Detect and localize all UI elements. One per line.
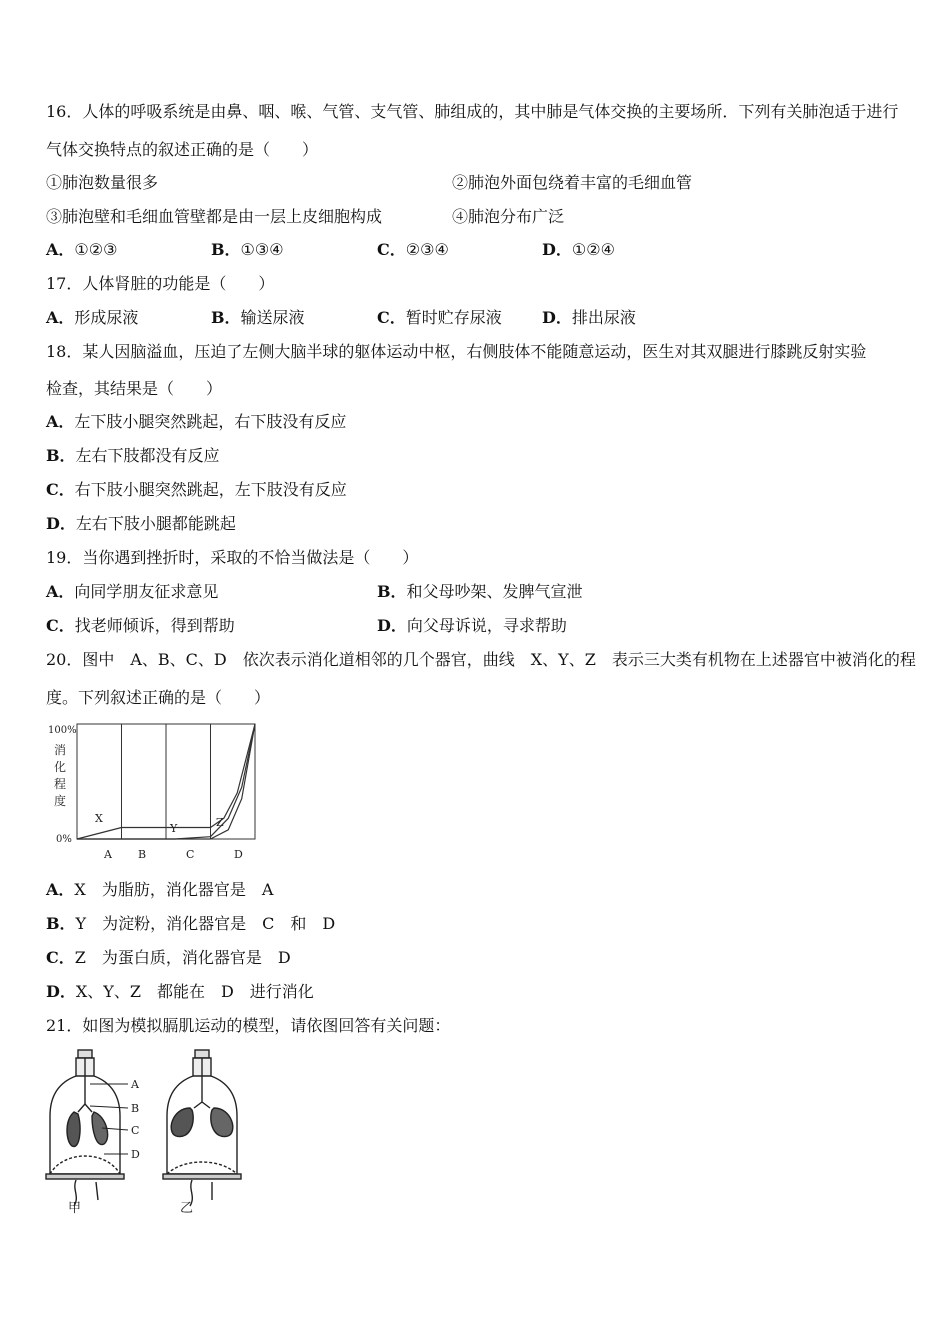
q16-option-b[interactable]: B．①③④ [211,240,284,259]
diaphragm-model-figure [40,1046,270,1218]
q20-option-c[interactable]: C．Z 为蛋白质，消化器官是 D [46,948,291,967]
ylabel-char-3: 程 [54,777,67,791]
y-top-label: 100% [48,725,77,736]
q20-stem-line1: 20．图中 A、B、C、D 依次表示消化道相邻的几个器官，曲线 X、Y、Z 表示三大类有机物在上述器官中被消化的程 [46,650,916,669]
q18-stem-line2: 检查，其结果是（ ） [46,379,223,398]
part-label-d: D [131,1148,140,1161]
series-label-x: X [95,812,103,825]
q17-stem: 17．人体肾脏的功能是（ ） [46,274,275,293]
category-c: C [186,848,195,861]
caption-jia: 甲 [68,1201,82,1216]
q16-stem-line1: 16．人体的呼吸系统是由鼻、咽、喉、气管、支气管、肺组成的，其中肺是气体交换的主要场所．下列有关肺泡适于进行 [46,102,899,121]
part-label-c: C [131,1124,140,1137]
category-d: D [234,848,243,861]
q16-option-a[interactable]: A．①②③ [46,240,118,259]
category-a: A [104,848,112,861]
q17-option-d[interactable]: D．排出尿液 [542,308,636,327]
q19-option-d[interactable]: D．向父母诉说，寻求帮助 [377,616,567,635]
q20-option-a[interactable]: A．X 为脂肪，消化器官是 A [46,880,274,899]
q18-stem-line1: 18．某人因脑溢血，压迫了左侧大脑半球的躯体运动中枢，右侧肢体不能随意运动，医生对其双腿进行膝跳反射实验 [46,342,867,361]
ylabel-char-4: 度 [54,794,67,808]
q21-stem: 21．如图为模拟膈肌运动的模型，请依图回答有关问题： [46,1016,451,1035]
q16-option-c[interactable]: C．②③④ [377,240,449,259]
category-b: B [138,848,147,861]
bell-jar-left [46,1050,124,1206]
q19-stem: 19．当你遇到挫折时，采取的不恰当做法是（ ） [46,548,419,567]
q16-item-1: ①肺泡数量很多 [46,173,159,192]
ylabel-char-1: 消 [54,743,67,757]
q19-option-a[interactable]: A．向同学朋友征求意见 [46,582,219,601]
series-label-y: Y [170,822,178,835]
part-label-b: B [131,1102,140,1115]
series-label-z: Z [216,816,224,829]
y-bottom-label: 0% [56,834,72,845]
digestion-chart [40,718,270,868]
q18-option-c[interactable]: C．右下肢小腿突然跳起，左下肢没有反应 [46,480,347,499]
q16-item-4: ④肺泡分布广泛 [452,207,565,226]
q19-option-c[interactable]: C．找老师倾诉，得到帮助 [46,616,235,635]
q19-option-b[interactable]: B．和父母吵架、发脾气宣泄 [377,582,583,601]
q17-option-a[interactable]: A．形成尿液 [46,308,139,327]
q18-option-a[interactable]: A．左下肢小腿突然跳起，右下肢没有反应 [46,412,347,431]
q17-option-b[interactable]: B．输送尿液 [211,308,305,327]
q20-option-b[interactable]: B．Y 为淀粉，消化器官是 C 和 D [46,914,336,933]
ylabel-char-2: 化 [54,760,67,774]
q18-option-b[interactable]: B．左右下肢都没有反应 [46,446,220,465]
q16-item-3: ③肺泡壁和毛细血管壁都是由一层上皮细胞构成 [46,207,383,226]
q16-stem-line2: 气体交换特点的叙述正确的是（ ） [46,140,319,159]
part-label-a: A [131,1078,139,1091]
q20-stem-line2: 度。下列叙述正确的是（ ） [46,688,271,707]
q18-option-d[interactable]: D．左右下肢小腿都能跳起 [46,514,236,533]
caption-yi: 乙 [180,1201,194,1216]
q17-option-c[interactable]: C．暂时贮存尿液 [377,308,502,327]
q16-item-2: ②肺泡外面包绕着丰富的毛细血管 [452,173,693,192]
bell-jar-right [163,1050,241,1206]
q16-option-d[interactable]: D．①②④ [542,240,615,259]
q20-option-d[interactable]: D．X、Y、Z 都能在 D 进行消化 [46,982,314,1001]
